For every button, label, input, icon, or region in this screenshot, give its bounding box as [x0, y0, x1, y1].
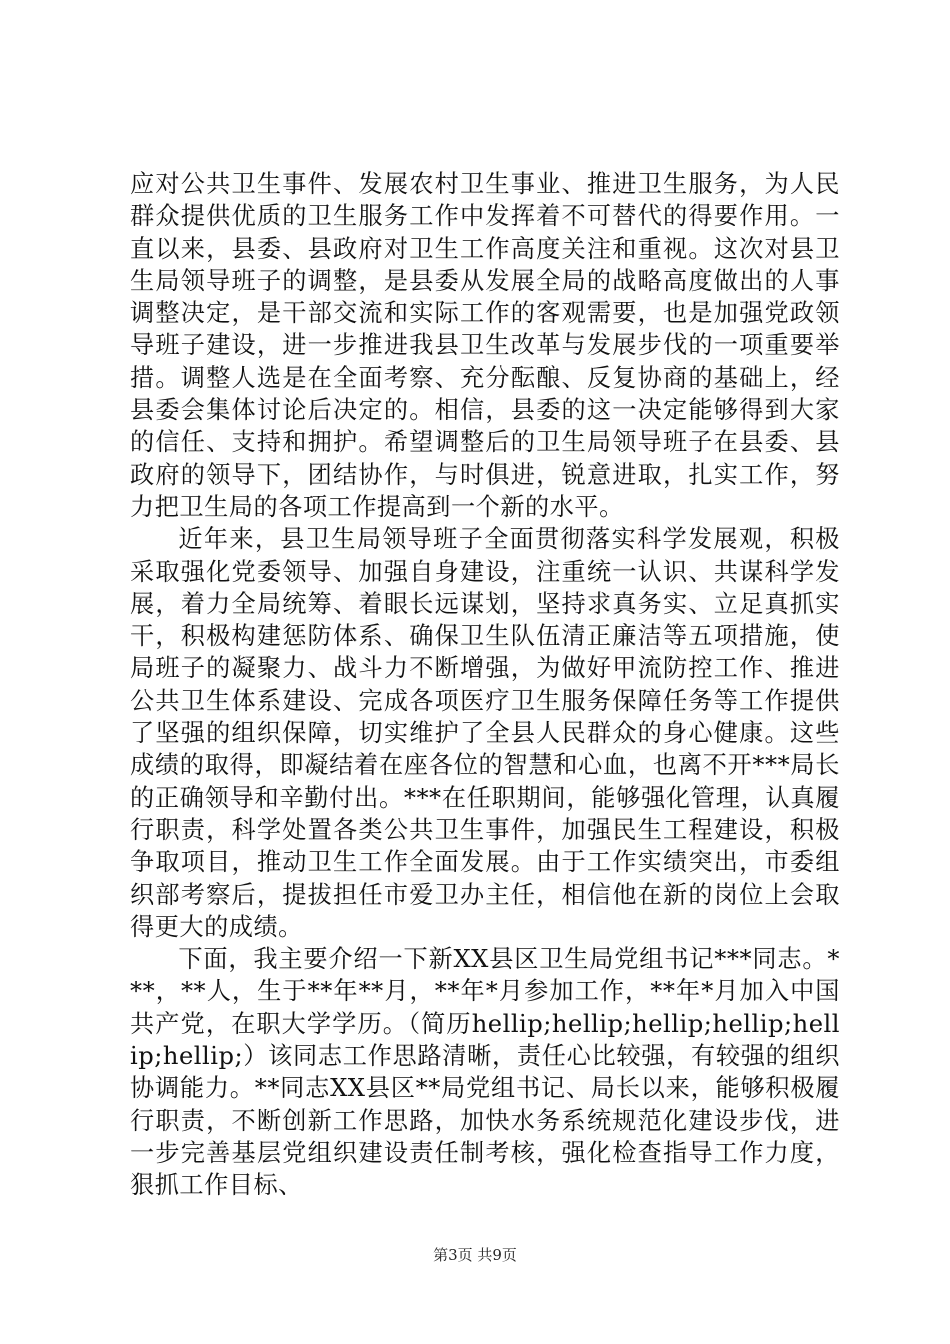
paragraph-3: 下面，我主要介绍一下新XX县区卫生局党组书记***同志。***，**人，生于**年**月，**年*月参加工作，**年*月加入中国共产党，在职大学学历。（简历hellip;hellip;hellip;hellip;hellip;hellip;）该同志工作思路清晰，责任心比较强，有较强的组织协调能力。**同志XX县区**局党组书记、局长以来，能够积极履行职责，不断创新工作思路，加快水务系统规范化建设步伐，进一步完善基层党组织建设责任制考核，强化检查指导工作力度，狠抓工作目标、 — [130, 945, 840, 1200]
paragraph-2: 近年来，县卫生局领导班子全面贯彻落实科学发展观，积极采取强化党委领导、加强自身建设，注重统一认识、共谋科学发展，着力全局统筹、着眼长远谋划，坚持求真务实、立足真抓实干，积极构建惩防体系、确保卫生队伍清正廉洁等五项措施，使局班子的凝聚力、战斗力不断增强，为做好甲流防控工作、推进公共卫生体系建设、完成各项医疗卫生服务保障任务等工作提供了坚强的组织保障，切实维护了全县人民群众的身心健康。这些成绩的取得，即凝结着在座各位的智慧和心血，也离不开***局长的正确领导和辛勤付出。***在任职期间，能够强化管理，认真履行职责，科学处置各类公共卫生事件，加强民生工程建设，积极争取项目，推动卫生工作全面发展。由于工作实绩突出，市委组织部考察后，提拔担任市爱卫办主任，相信他在新的岗位上会取得更大的成绩。 — [130, 525, 840, 941]
paragraph-1: 应对公共卫生事件、发展农村卫生事业、推进卫生服务，为人民群众提供优质的卫生服务工作中发挥着不可替代的得要作用。一直以来，县委、县政府对卫生工作高度关注和重视。这次对县卫生局领导班子的调整，是县委从发展全局的战略高度做出的人事调整决定，是干部交流和实际工作的客观需要，也是加强党政领导班子建设，进一步推进我县卫生改革与发展步伐的一项重要举措。调整人选是在全面考察、充分酝酿、反复协商的基础上，经县委会集体讨论后决定的。相信，县委的这一决定能够得到大家的信任、支持和拥护。希望调整后的卫生局领导班子在县委、县政府的领导下，团结协作，与时俱进，锐意进取，扎实工作，努力把卫生局的各项工作提高到一个新的水平。 — [130, 170, 840, 521]
document-body — [130, 168, 840, 1202]
page-footer: 第3页 共9页 — [433, 1246, 517, 1264]
